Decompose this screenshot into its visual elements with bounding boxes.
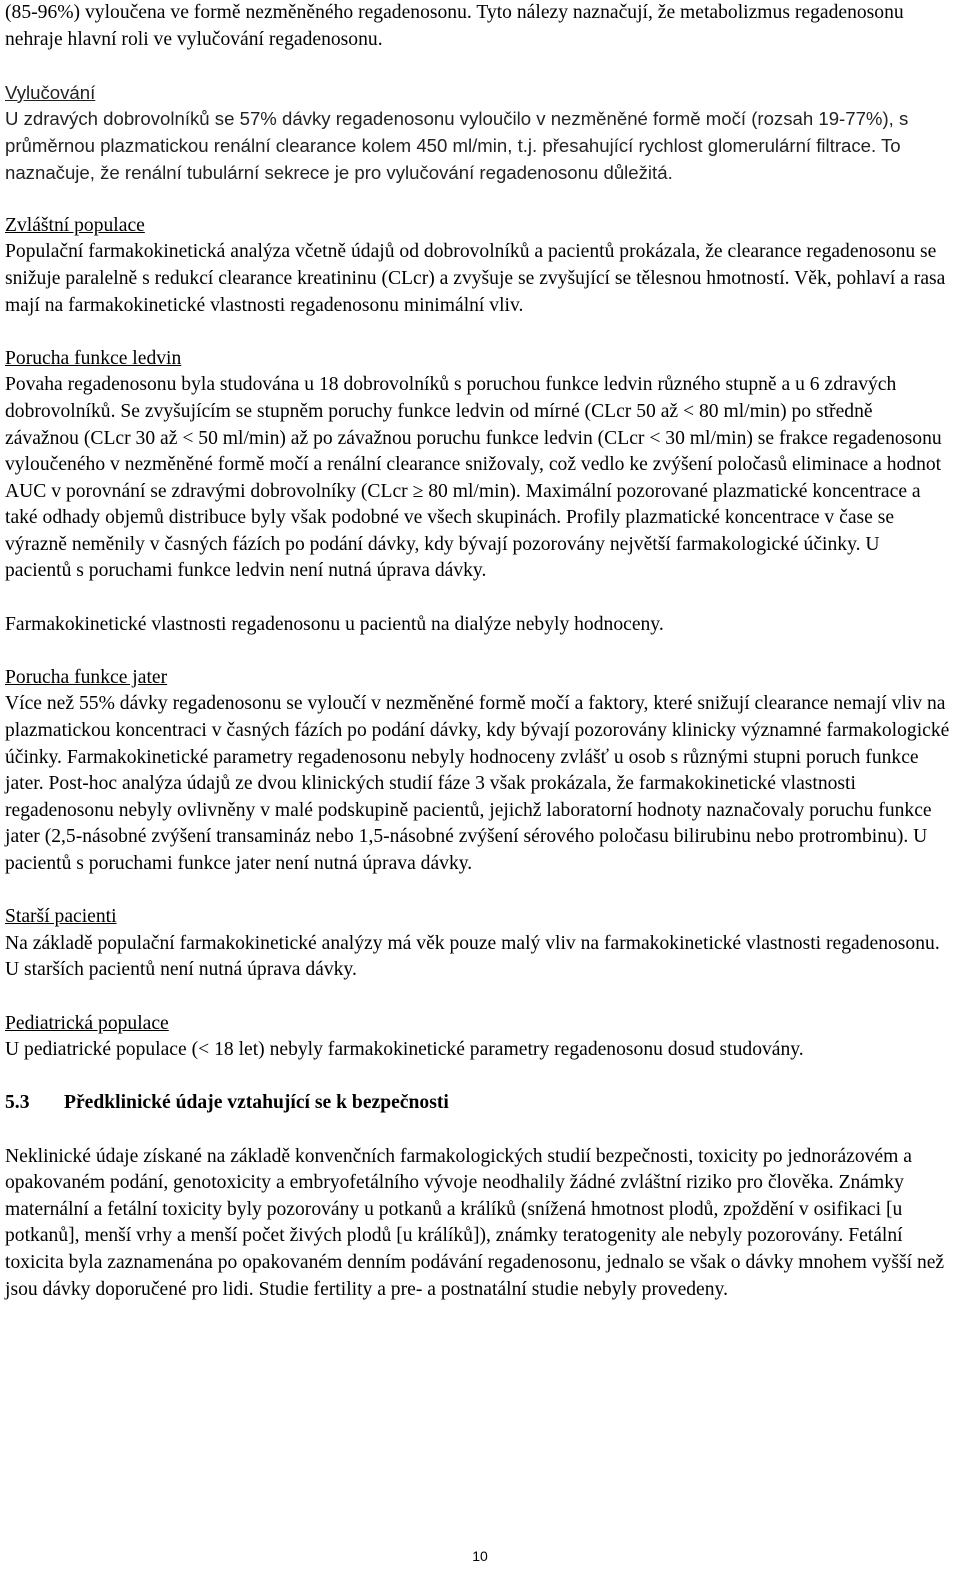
- special-populations-section: [5, 213, 950, 319]
- special-populations-body: Populační farmakokinetická analýza včetně údajů od dobrovolníků a pacientů prokázala, že clearance regadenosonu se snižuje paralelně s redukcí clearance kreatininu (CLcr) a zvyšuje se zvyšující se tělesnou hmotností. Věk, pohlaví a rasa mají na farmakokinetické vlastnosti regadenosonu minimální vliv.: [5, 241, 946, 316]
- section-5-3-heading: [5, 1090, 950, 1117]
- special-populations-heading: Zvláštní populace: [5, 214, 145, 236]
- document-page: [5, 0, 950, 1303]
- page-number: 10: [472, 1548, 488, 1564]
- pediatric-section: [5, 1011, 950, 1064]
- elderly-heading: Starší pacienti: [5, 906, 117, 928]
- section-number: 5.3: [5, 1092, 30, 1114]
- excretion-section: [5, 80, 950, 186]
- dialysis-paragraph: Farmakokinetické vlastnosti regadenosonu u pacientů na dialýze nebyly hodnoceny.: [5, 613, 664, 635]
- intro-paragraph: (85-96%) vyloučena ve formě nezměněného regadenosonu. Tyto nálezy naznačují, že metabolizmus regadenosonu nehraje hlavní roli ve vylučování regadenosonu.: [5, 2, 904, 50]
- renal-section: [5, 346, 950, 585]
- hepatic-section: [5, 665, 950, 878]
- hepatic-heading: Porucha funkce jater: [5, 666, 168, 688]
- excretion-body: U zdravých dobrovolníků se 57% dávky regadenosonu vyloučilo v nezměněné formě močí (rozsah 19-77%), s průměrnou plazmatickou renální clearance kolem 450 ml/min, t.j. přesahující rychlost glomerulární filtrace. To naznačuje, že renální tubulární sekrece je pro vylučování regadenosonu důležitá.: [5, 108, 909, 183]
- section-title: Předklinické údaje vztahující se k bezpečnosti: [64, 1092, 449, 1114]
- elderly-body: Na základě populační farmakokinetické analýzy má věk pouze malý vliv na farmakokinetické vlastnosti regadenosonu. U starších pacientů není nutná úprava dávky.: [5, 932, 940, 981]
- renal-heading: Porucha funkce ledvin: [5, 347, 182, 369]
- hepatic-body: Více než 55% dávky regadenosonu se vyloučí v nezměněné formě močí a faktory, které snižují clearance nemají vliv na plazmatickou koncentraci v časných fázích po podání dávky, kdy bývají pozorovány klinicky významné farmakologické účinky. Farmakokinetické parametry regadenosonu nebyly hodnoceny zvlášť u osob s různými stupni poruch funkce jater. Post-hoc analýza údajů ze dvou klinických studií fáze 3 však prokázala, že farmakokinetické vlastnosti regadenosonu nebyly ovlivněny v malé podskupině pacientů, jejichž laboratorní hodnoty naznačovaly poruchu funkce jater (2,5-násobné zvýšení transamináz nebo 1,5-násobné zvýšení sérového poločasu bilirubinu nebo protrombinu). U pacientů s poruchami funkce jater není nutná úprava dávky.: [5, 693, 950, 874]
- excretion-heading: Vylučování: [5, 81, 96, 103]
- section-5-3-body: Neklinické údaje získané na základě konvenčních farmakologických studií bezpečnosti, toxicity po jednorázovém a opakovaném podání, genotoxicity a embryofetálního vývoje neodhalily žádné zvláštní riziko pro člověka. Známky maternální a fetální toxicity byly pozorovány u potkanů a králíků (snížená hmotnost plodů, zpoždění v osifikaci [u potkanů], menší vrhy a menší počet živých plodů [u králíků]), známky teratogenity ale nebyly pozorovány. Fetální toxicita byla zaznamenána po opakovaném denním podávání regadenosonu, jednalo se však o dávky mnohem vyšší než jsou dávky doporučené pro lidi. Studie fertility a pre- a postnatální studie nebyly provedeny.: [5, 1145, 945, 1300]
- elderly-section: [5, 904, 950, 984]
- pediatric-body: U pediatrické populace (< 18 let) nebyly farmakokinetické parametry regadenosonu dosud studovány.: [5, 1039, 804, 1061]
- renal-body: Povaha regadenosonu byla studována u 18 dobrovolníků s poruchou funkce ledvin různého stupně a u 6 zdravých dobrovolníků. Se zvyšujícím se stupněm poruchy funkce ledvin od mírné (CLcr 50 až < 80 ml/min) po středně závažnou (CLcr 30 až < 50 ml/min) až po závažnou poruchu funkce ledvin (CLcr < 30 ml/min) se frakce regadenosonu vyloučeného v nezměněné formě močí a renální clearance snižovaly, což vedlo ke zvýšení poločasů eliminace a hodnot AUC v porovnání se zdravými dobrovolníky (CLcr ≥ 80 ml/min). Maximální pozorované plazmatické koncentrace a také odhady objemů distribuce byly však podobné ve všech skupinách. Profily plazmatické koncentrace v čase se výrazně neměnily v časných fázích po podání dávky, kdy bývají pozorovány největší farmakologické účinky. U pacientů s poruchami funkce ledvin není nutná úprava dávky.: [5, 374, 942, 582]
- pediatric-heading: Pediatrická populace: [5, 1012, 169, 1034]
